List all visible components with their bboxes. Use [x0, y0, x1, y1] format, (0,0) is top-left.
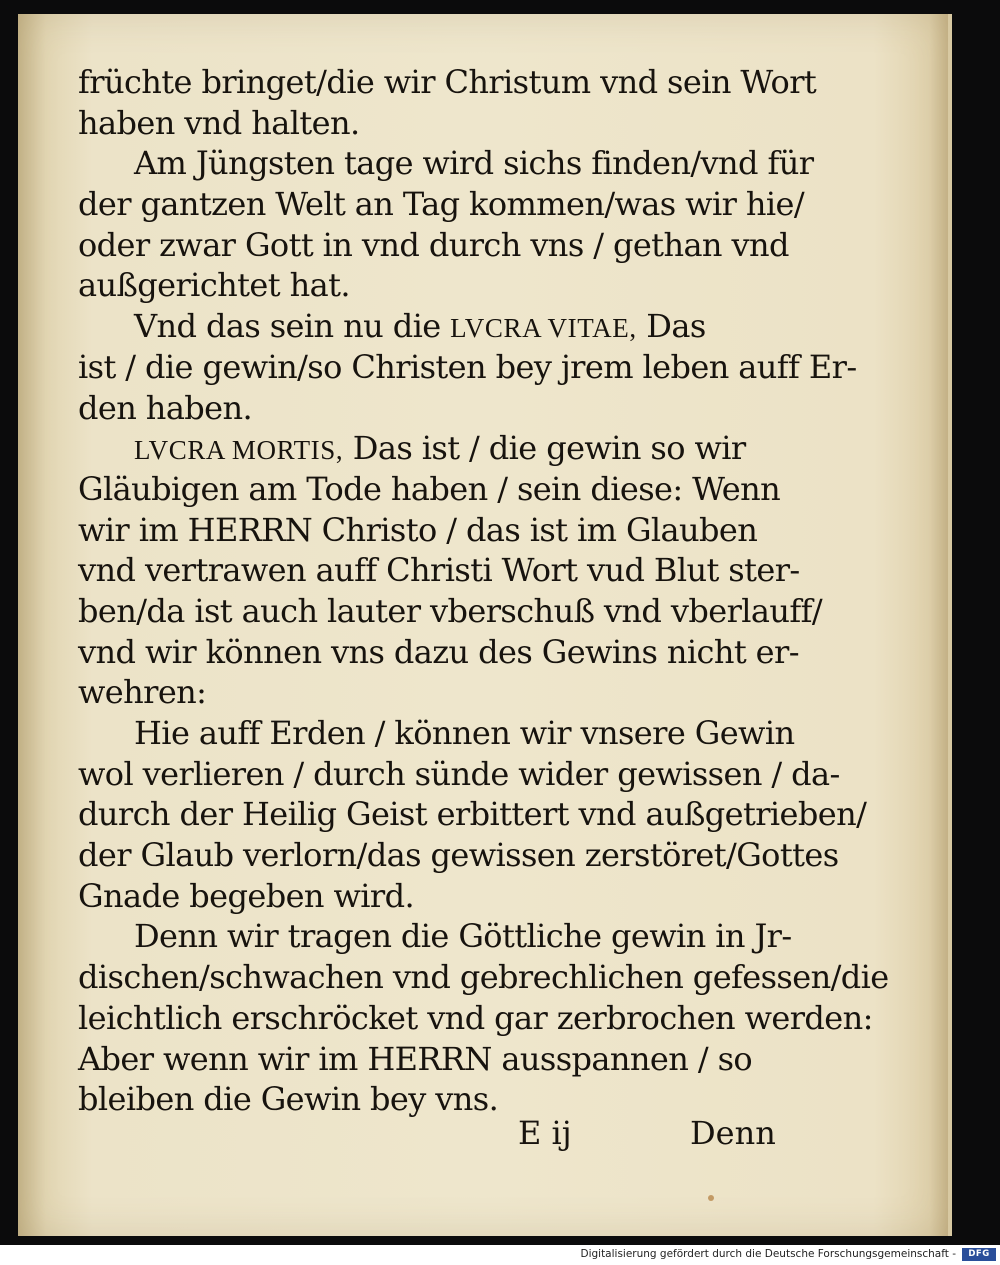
- text-line: [78, 184, 805, 225]
- text-line: [78, 916, 792, 957]
- antiqua-text: LVCRA MORTIS,: [134, 435, 344, 466]
- text-line: [78, 103, 788, 144]
- credit-text: Digitalisierung gefördert durch die Deutsche Forschungsgemeinschaft -: [580, 1248, 956, 1260]
- line-text: Am Jüngsten tage wird sichs finden/vnd für: [134, 144, 814, 183]
- antiqua-text: LVCRA VITAE,: [450, 313, 637, 344]
- catchword: Denn: [690, 1114, 776, 1152]
- line-text: außgerichtet hat.: [78, 266, 350, 305]
- body-text: [78, 62, 889, 1120]
- text-line: [78, 754, 840, 795]
- text-line: [78, 876, 788, 917]
- line-text: Hie auff Erden / können wir vnsere Gewin: [134, 714, 795, 752]
- text-line: [78, 835, 839, 876]
- line-text-continued: Das ist / die gewin so wir: [343, 429, 746, 468]
- line-text: der gantzen Welt an Tag kommen/was wir hie/: [78, 185, 805, 224]
- line-text: Aber wenn wir im HERRN ausspannen / so: [78, 1039, 753, 1078]
- text-line: [78, 347, 857, 388]
- line-text: den haben.: [78, 388, 253, 427]
- line-text: der Glaub verlorn/das gewissen zerstöret/Gottes: [78, 836, 839, 875]
- text-line: [78, 998, 873, 1039]
- line-text-continued: Das: [636, 307, 706, 346]
- line-text: wol verlieren / durch sünde wider gewissen / da-: [78, 754, 840, 793]
- text-line: [78, 713, 795, 754]
- line-text: ben/da ist auch lauter vberschuß vnd vberlauff/: [78, 591, 823, 630]
- text-line: [78, 265, 788, 306]
- line-text: wir im HERRN Christo / das ist im Glauben: [78, 510, 758, 549]
- text-line: [78, 306, 788, 347]
- text-line: [78, 143, 814, 184]
- line-text: dischen/schwachen vnd gebrechlichen gefessen/die: [78, 958, 889, 997]
- line-text: Gnade begeben wird.: [78, 876, 415, 915]
- text-line: [78, 469, 788, 510]
- page-edge: [948, 14, 952, 1236]
- text-line: [78, 794, 867, 835]
- credit-bar: [0, 1245, 1000, 1265]
- dfg-logo: DFG: [962, 1248, 996, 1261]
- text-line: [78, 388, 788, 429]
- text-line: [78, 672, 788, 713]
- page-footer: [0, 1114, 1000, 1154]
- line-text: Vnd das sein nu die: [134, 307, 451, 346]
- line-text: leichtlich erschröcket vnd gar zerbrochen werden:: [78, 998, 873, 1037]
- line-text: wehren:: [78, 673, 207, 712]
- line-text: haben vnd halten.: [78, 103, 360, 142]
- text-line: [78, 510, 788, 551]
- line-text: bleiben die Gewin bey vns.: [78, 1080, 499, 1119]
- text-line: [78, 632, 799, 673]
- line-text: ist / die gewin/so Christen bey jrem leben auff Er-: [78, 347, 857, 386]
- line-text: früchte bringet/die wir Christum vnd sein Wort: [78, 63, 817, 101]
- paper-stain: [708, 1195, 714, 1201]
- line-text: Gläubigen am Tode haben / sein diese: Wenn: [78, 469, 781, 508]
- line-text: vnd wir können vns dazu des Gewins nicht er-: [78, 632, 799, 671]
- text-line: [78, 1039, 788, 1080]
- text-line: [78, 957, 889, 998]
- line-text: durch der Heilig Geist erbittert vnd außgetrieben/: [78, 795, 867, 834]
- text-line: [78, 225, 788, 266]
- text-line: [78, 591, 823, 632]
- line-text: Denn wir tragen die Göttliche gewin in Jr-: [134, 917, 792, 956]
- text-line: [78, 62, 817, 103]
- line-text: oder zwar Gott in vnd durch vns / gethan vnd: [78, 225, 789, 264]
- text-line: [78, 550, 800, 591]
- signature-mark: E ij: [518, 1114, 572, 1152]
- text-line: [78, 428, 788, 469]
- line-text: vnd vertrawen auff Christi Wort vud Blut ster-: [78, 551, 800, 590]
